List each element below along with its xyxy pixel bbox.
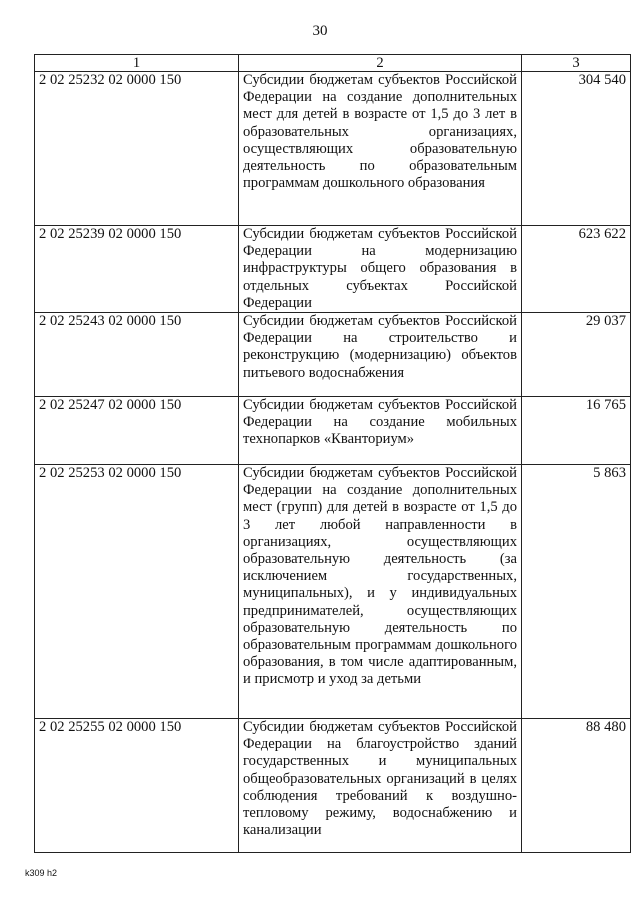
amount-cell: 304 540 [522,72,631,226]
description-cell: Субсидии бюджетам субъектов Российской Федерации на создание дополнительных мест (групп) для детей в возрасте от 1,5 до 3 лет любой направленности в организациях, осуществляющих образовательную деятельность (за исключением государственных, муниципальных), и у индивидуальных предпринимателей, осуществляющих образовательную деятельность по образовательным программам дошкольного образования, в том числе адаптированным, и присмотр и уход за детьми [239,465,522,719]
table-row [35,72,631,226]
table-row [35,719,631,853]
budget-code-cell: 2 02 25232 02 0000 150 [35,72,239,226]
amount-cell: 623 622 [522,226,631,313]
description-cell: Субсидии бюджетам субъектов Российской Федерации на благоустройство зданий государственных и муниципальных общеобразовательных организаций в целях соблюдения требований к воздушно-тепловому режиму, водоснабжению и канализации [239,719,522,853]
budget-code-cell: 2 02 25255 02 0000 150 [35,719,239,853]
table-row [35,397,631,465]
table-row [35,313,631,397]
description-cell: Субсидии бюджетам субъектов Российской Федерации на создание мобильных технопарков «Кванториум» [239,397,522,465]
page-number: 30 [312,23,328,39]
amount-cell: 29 037 [522,313,631,397]
description-cell: Субсидии бюджетам субъектов Российской Федерации на создание дополнительных мест для детей в возрасте от 1,5 до 3 лет в образовательных организациях, осуществляющих образовательную деятельность по образовательным программам дошкольного образования [239,72,522,226]
amount-cell: 16 765 [522,397,631,465]
column-header-description: 2 [239,55,522,72]
amount-cell: 88 480 [522,719,631,853]
description-cell: Субсидии бюджетам субъектов Российской Федерации на строительство и реконструкцию (модернизацию) объектов питьевого водоснабжения [239,313,522,397]
table-row [35,226,631,313]
table-row [35,465,631,719]
column-header-amount: 3 [522,55,631,72]
budget-code-cell: 2 02 25247 02 0000 150 [35,397,239,465]
budget-code-cell: 2 02 25239 02 0000 150 [35,226,239,313]
column-header-code: 1 [35,55,239,72]
description-cell: Субсидии бюджетам субъектов Российской Федерации на модернизацию инфраструктуры общего образования в отдельных субъектах Российской Федерации [239,226,522,313]
document-footer-code: k309 h2 [25,868,58,878]
budget-subsidies-table [34,54,631,853]
budget-code-cell: 2 02 25253 02 0000 150 [35,465,239,719]
table-header-row [35,55,631,72]
budget-code-cell: 2 02 25243 02 0000 150 [35,313,239,397]
amount-cell: 5 863 [522,465,631,719]
